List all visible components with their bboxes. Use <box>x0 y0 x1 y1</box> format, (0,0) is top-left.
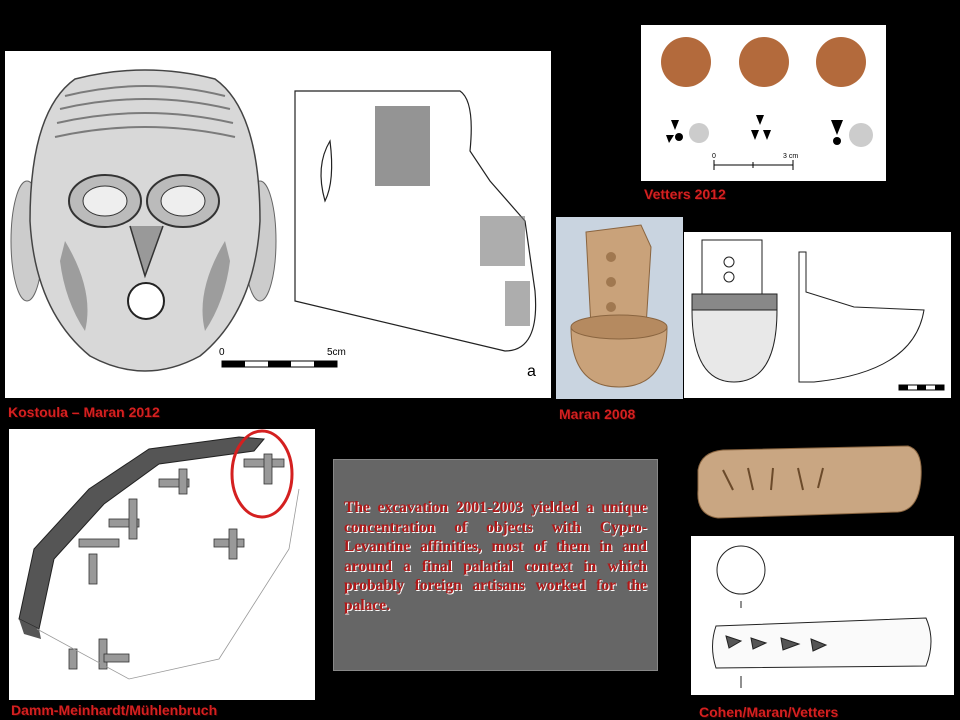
mask-caption: Kostoula – Maran 2012 <box>8 404 160 420</box>
mask-scale-zero: 0 <box>219 347 225 358</box>
cup-caption: Maran 2008 <box>559 406 636 422</box>
mask-figure-panel <box>5 51 551 398</box>
cup-photo-drawing <box>556 217 683 399</box>
plan-caption: Damm-Meinhardt/Mühlenbruch <box>11 702 218 718</box>
plan-figure-panel <box>9 429 315 700</box>
description-text-box <box>333 459 658 671</box>
seals-figure-panel <box>641 25 886 181</box>
cup-line-drawing <box>684 232 951 398</box>
rod-drawing-panel <box>691 536 954 695</box>
rod-photo-drawing <box>693 440 925 527</box>
mask-panel-letter: a <box>527 363 536 380</box>
seals-scale-end: 3 cm <box>783 153 799 160</box>
plan-drawing <box>9 429 315 700</box>
seals-scale-zero: 0 <box>712 153 716 160</box>
mask-scale-end: 5cm <box>327 347 346 358</box>
seals-drawing <box>641 25 886 181</box>
cup-drawing-panel <box>684 232 951 398</box>
mask-drawing <box>5 51 551 398</box>
rod-caption: Cohen/Maran/Vetters <box>699 704 839 720</box>
description-text: The excavation 2001-2003 yielded a unique concentration of objects with Cypro-Levantine affinities, most of them in and around a final palatial context in which probably foreign artisans worked for the palace. <box>344 499 647 614</box>
rod-photo-panel <box>693 440 925 527</box>
seals-caption: Vetters 2012 <box>644 186 726 202</box>
cup-photo-panel <box>556 217 683 399</box>
rod-line-drawing <box>691 536 954 695</box>
